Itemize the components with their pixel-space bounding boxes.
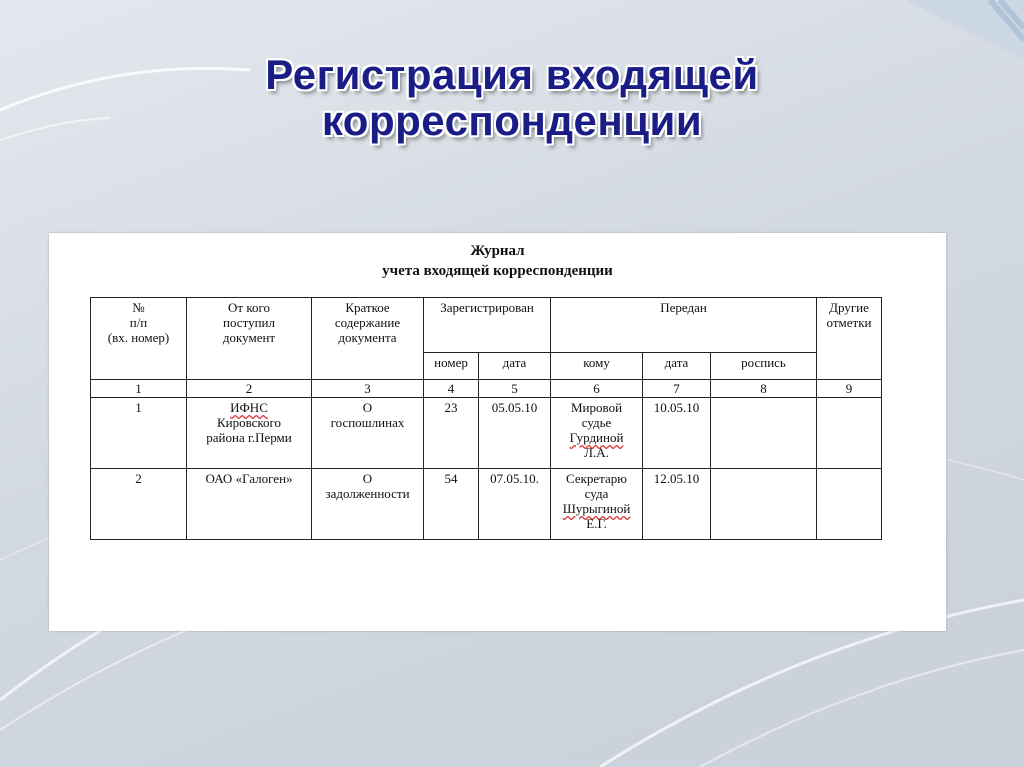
header-other <box>817 298 882 380</box>
cell-summary-line: задолженности <box>325 486 410 501</box>
slide-title <box>0 52 1024 144</box>
cell-to-whom-line: Е.Г. <box>586 516 607 531</box>
header-to-whom: кому <box>551 353 643 380</box>
header-tr-date: дата <box>643 353 711 380</box>
cell-other <box>817 469 882 540</box>
cell-signature <box>711 398 817 469</box>
column-number: 8 <box>711 380 817 398</box>
cell-signature <box>711 469 817 540</box>
cell-from-line: ИФНС <box>230 400 268 415</box>
header-summary <box>312 298 424 380</box>
header-summary-line2: содержание <box>334 315 401 330</box>
slide-title-line2: корреспонденции <box>321 97 703 144</box>
table-row <box>91 469 882 540</box>
cell-summary-line: О <box>362 400 373 415</box>
column-number: 5 <box>479 380 551 398</box>
cell-from-line: ОАО «Галоген» <box>205 471 293 486</box>
header-num-line3: (вх. номер) <box>107 330 170 345</box>
header-reg-number: номер <box>424 353 479 380</box>
header-summary-line3: документа <box>338 330 397 345</box>
header-reg-date: дата <box>479 353 551 380</box>
cell-reg-number: 54 <box>424 469 479 540</box>
cell-to-whom-line: Секретарю <box>566 471 628 486</box>
cell-to-whom <box>551 469 643 540</box>
journal-subtitle: учета входящей корреспонденции <box>382 263 613 279</box>
header-num-line2: п/п <box>129 315 148 330</box>
table-header-row <box>91 298 882 353</box>
cell-other <box>817 398 882 469</box>
cell-summary-line: госпошлинах <box>330 415 405 430</box>
slide-title-line1: Регистрация входящей <box>265 51 759 98</box>
cell-reg-date: 05.05.10 <box>479 398 551 469</box>
column-number: 7 <box>643 380 711 398</box>
column-number-row <box>91 380 882 398</box>
column-number: 2 <box>187 380 312 398</box>
cell-tr-date: 12.05.10 <box>643 469 711 540</box>
column-number: 6 <box>551 380 643 398</box>
cell-from <box>187 469 312 540</box>
column-number: 4 <box>424 380 479 398</box>
header-other-line1: Другие <box>829 300 869 315</box>
cell-summary-line: О <box>362 471 373 486</box>
header-num-line1: № <box>132 300 145 315</box>
cell-summary <box>312 469 424 540</box>
cell-from-line: района г.Перми <box>206 430 292 445</box>
cell-from <box>187 398 312 469</box>
cell-to-whom-line: Мировой <box>571 400 623 415</box>
journal-table <box>90 297 882 540</box>
header-signature: роспись <box>711 353 817 380</box>
cell-to-whom-line: Л.А. <box>584 445 609 460</box>
cell-summary <box>312 398 424 469</box>
header-from-line3: документ <box>222 330 276 345</box>
cell-to-whom-line: Гурдиной <box>569 430 624 445</box>
column-number: 9 <box>817 380 882 398</box>
cell-to-whom <box>551 398 643 469</box>
cell-reg-date: 07.05.10. <box>479 469 551 540</box>
header-other-line2: отметки <box>826 315 872 330</box>
document-page <box>49 233 946 631</box>
header-registered: Зарегистрирован <box>424 298 551 353</box>
column-number: 3 <box>312 380 424 398</box>
header-from-line1: От кого <box>228 300 270 315</box>
header-num <box>91 298 187 380</box>
header-transferred: Передан <box>551 298 817 353</box>
header-from-line2: поступил <box>223 315 275 330</box>
cell-from-line: Кировского <box>216 415 282 430</box>
document-heading <box>49 241 946 281</box>
cell-num: 2 <box>91 469 187 540</box>
table-row <box>91 398 882 469</box>
header-from <box>187 298 312 380</box>
header-summary-line1: Краткое <box>345 300 390 315</box>
journal-title: Журнал <box>470 243 525 259</box>
column-number: 1 <box>91 380 187 398</box>
cell-tr-date: 10.05.10 <box>643 398 711 469</box>
cell-to-whom-line: судье <box>581 415 612 430</box>
cell-num: 1 <box>91 398 187 469</box>
cell-reg-number: 23 <box>424 398 479 469</box>
cell-to-whom-line: Шурыгиной <box>562 501 631 516</box>
cell-to-whom-line: суда <box>584 486 609 501</box>
